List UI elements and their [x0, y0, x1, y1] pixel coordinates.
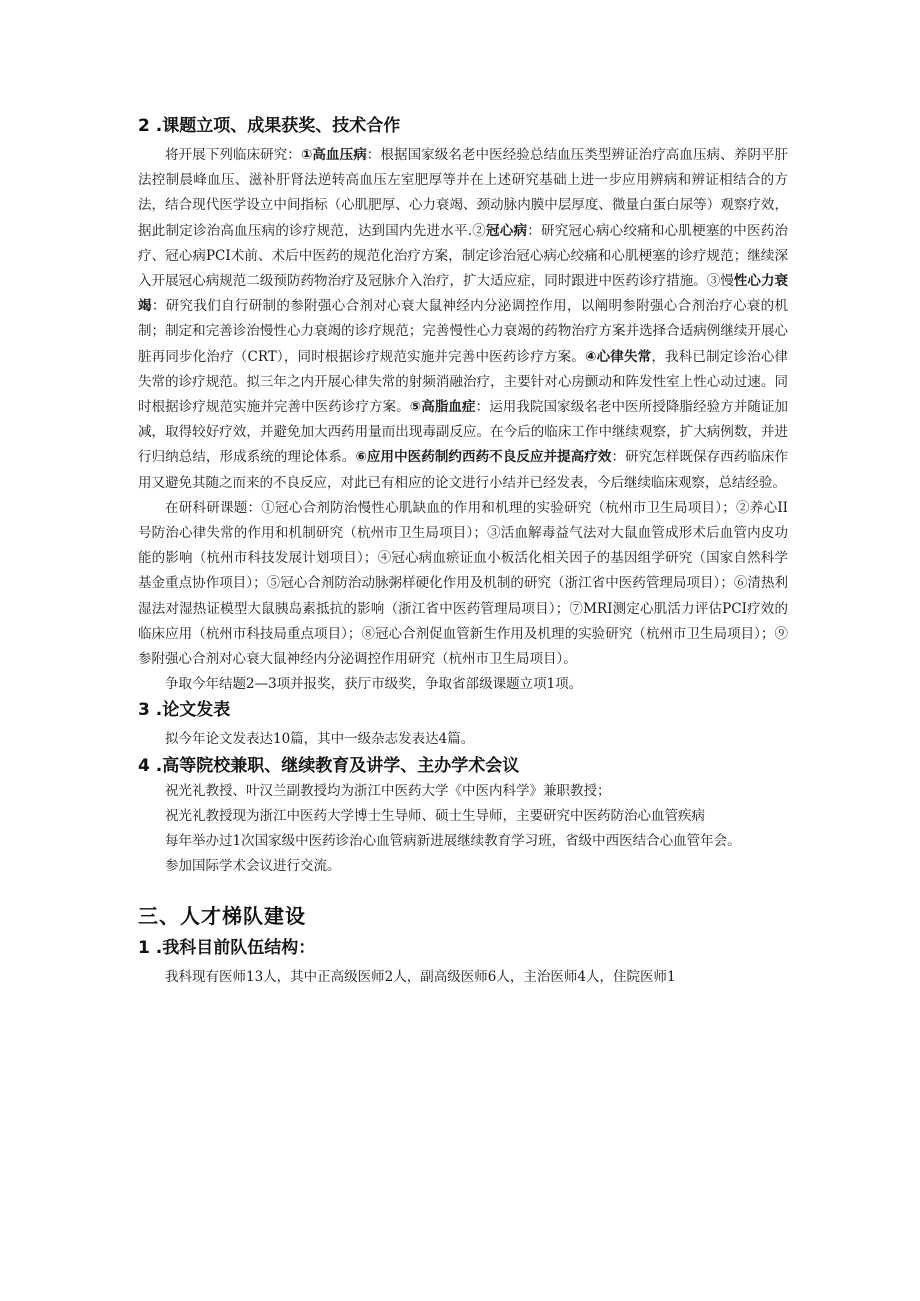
page-content — [138, 113, 788, 991]
research-projects-paragraph: 在研科研课题：①冠心合剂防治慢性心肌缺血的作用和机理的实验研究（杭州市卫生局项目）；②养心II号防治心律失常的作用和机制研究（杭州市卫生局项目）；③活血解毒益气法对大鼠血管成形术后血管内皮功能的影响（杭州市科技发展计划项目）；④冠心病血瘀证血小板活化相关因子的基因组学研究（国家自然科学基金重点协作项目）；⑤冠心合剂防治动脉粥样硬化作用及机制的研究（浙江省中医药管理局项目）；⑥清热利湿法对湿热证模型大鼠胰岛素抵抗的影响（浙江省中医药管理局项目）；⑦MRI测定心肌活力评估PCI疗效的临床应用（杭州市科技局重点项目）；⑧冠心合剂促血管新生作用及机理的实验研究（杭州市卫生局项目）；⑨参附强心合剂对心衰大鼠神经内分泌调控作用研究（杭州市卫生局项目）。 — [138, 499, 788, 668]
international-conference-line: 参加国际学术会议进行交流。 — [165, 858, 341, 875]
keyword-tcm-adverse-reaction: ⑥应用中医药制约西药不良反应并提高疗效 — [355, 449, 612, 466]
papers-paragraph: 拟今年论文发表达10篇，其中一级杂志发表达4篇。 — [165, 731, 475, 748]
section-2-heading: 2 .课题立项、成果获奖、技术合作 — [138, 116, 401, 136]
section-3-heading: 3 .论文发表 — [138, 700, 231, 721]
text-run: ：运用我院国家级名老中医所授降脂经验方并随证加减，取得较好疗效，并避免加大西药用量而出现毒副反应。在今后的临床工作中继续观察，扩大病例数，并进行归纳总结，形成系统的理论体系。 — [138, 399, 789, 466]
keyword-hypertension: ①高血压病 — [300, 147, 367, 163]
part-3-heading: 三、人才梯队建设 — [138, 904, 306, 929]
team-structure-paragraph: 我科现有医师13人，其中正高级医师2人，副高级医师6人，主治医师4人，住院医师1 — [165, 969, 676, 986]
text-run: ：研究怎样既保存西药临床作用又避免其随之而来的不良反应，对此已有相应的论文进行小结并已经发表，今后继续临床观察，总结经验。 — [138, 449, 789, 491]
text-run: 将开展下列临床研究： — [165, 147, 301, 163]
part-time-professors-line: 祝光礼教授、叶汉兰副教授均为浙江中医药大学《中医内科学》兼职教授； — [165, 782, 611, 799]
goals-paragraph: 争取今年结题2—3项并报奖，获厅市级奖，争取省部级课题立项1项。 — [165, 676, 583, 693]
text-run: ：根据国家级名老中医经验总结血压类型辨证治疗高血压病、养阴平肝法控制晨峰血压、滋补肝肾法逆转高血压左室肥厚等并在上述研究基础上进一步应用辨病和辨证相结合的方法，结合现代医学设立中间指标（心肌肥厚、心力衰竭、颈动脉内膜中层厚度、微量白蛋白尿等）观察疗效，据此制定诊治高血压病的诊疗规范，达到国内先进水平.② — [138, 147, 789, 239]
supervisor-line: 祝光礼教授现为浙江中医药大学博士生导师、硕士生导师，主要研究中医药防治心血管疾病 — [165, 807, 705, 824]
clinical-research-paragraph — [138, 143, 788, 496]
text-run: ：研究我们自行研制的参附强心合剂对心衰大鼠神经内分泌调控作用，以阐明参附强心合剂治疗心衰的机制；制定和完善诊治慢性心力衰竭的诊疗规范；完善慢性心力衰竭的药物治疗方案并选择合适病例继续开展心脏再同步化治疗（CRT），同时根据诊疗规范实施并完善中医药诊疗方案。 — [138, 298, 789, 365]
team-structure-heading: 1 .我科目前队伍结构： — [138, 938, 316, 959]
keyword-hyperlipidemia: ⑤高脂血症 — [409, 399, 476, 416]
keyword-chronic-heart-failure: 性心力衰竭 — [138, 273, 789, 315]
keyword-coronary-heart-disease: 冠心病 — [486, 222, 528, 239]
keyword-arrhythmia: ④心律失常 — [584, 348, 652, 365]
continuing-education-line: 每年举办过1次国家级中医药诊治心血管病新进展继续教育学习班，省级中西医结合心血管年会。 — [165, 833, 741, 850]
text-run: ，我科已制定诊治心律失常的诊疗规范。拟三年之内开展心律失常的射频消融治疗，主要针对心房颤动和阵发性室上性心动过速。同时根据诊疗规范实施并完善中医药诊疗方案。 — [138, 348, 789, 416]
spacer — [138, 879, 788, 901]
section-4-heading: 4 .高等院校兼职、继续教育及讲学、主办学术会议 — [138, 755, 520, 776]
text-run: ：研究冠心病心绞痛和心肌梗塞的中医药治疗、冠心病PCI术前、术后中医药的规范化治疗方案，制定诊治冠心病心绞痛和心肌梗塞的诊疗规范；继续深入开展冠心病规范二级预防药物治疗及冠脉介入治疗，扩大适应症，同时跟进中医药诊疗措施。③慢 — [138, 222, 789, 290]
